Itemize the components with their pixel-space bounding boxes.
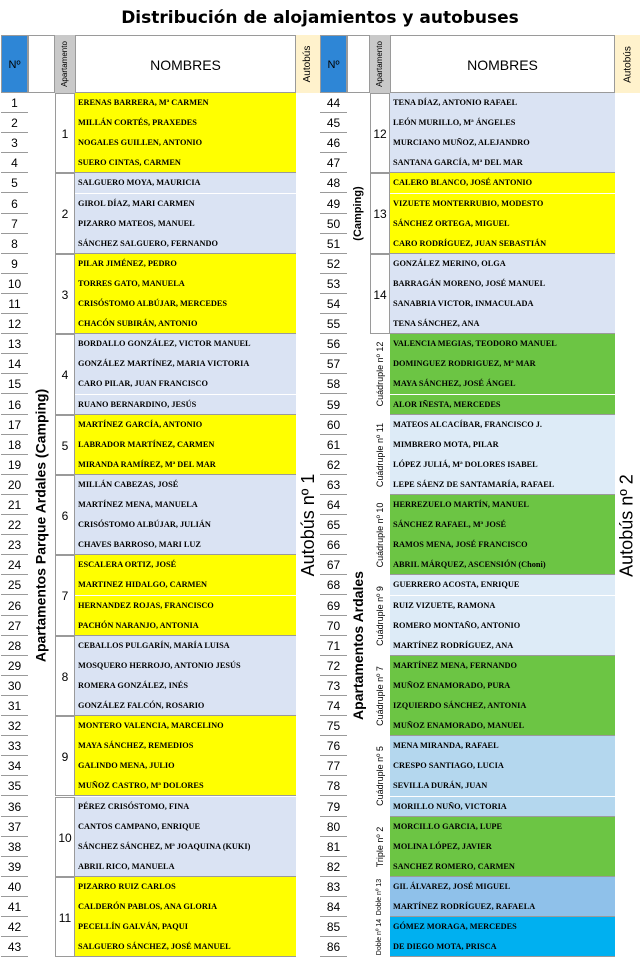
apartment-label: 12 bbox=[370, 93, 390, 173]
guest-name: MENA MIRANDA, RAFAEL bbox=[390, 736, 615, 756]
guest-name: PACHÓN NARANJO, ANTONIA bbox=[75, 616, 296, 636]
guest-name: PÉREZ CRISÓSTOMO, FINA bbox=[75, 797, 296, 817]
guest-name: MUÑOZ CASTRO, Mª DOLORES bbox=[75, 776, 296, 796]
row-number: 24 bbox=[1, 555, 28, 575]
guest-name: SÁNCHEZ RAFAEL, Mª JOSÉ bbox=[390, 515, 615, 535]
row-number: 70 bbox=[320, 616, 347, 636]
guest-name: MUÑOZ ENAMORADO, MANUEL bbox=[390, 716, 615, 736]
guest-name: MATEOS ALCACÍBAR, FRANCISCO J. bbox=[390, 415, 615, 435]
guest-name: CANTOS CAMPANO, ENRIQUE bbox=[75, 817, 296, 837]
row-number: 81 bbox=[320, 837, 347, 857]
guest-name: CARO PILAR, JUAN FRANCISCO bbox=[75, 374, 296, 394]
apartment-label: Triple nº 2 bbox=[375, 826, 386, 867]
row-number: 20 bbox=[1, 475, 28, 495]
guest-name: CRISÓSTOMO ALBÚJAR, MERCEDES bbox=[75, 294, 296, 314]
apartment-label-cell bbox=[370, 415, 390, 495]
guest-name: IZQUIERDO SÁNCHEZ, ANTONIA bbox=[390, 696, 615, 716]
apartment-label: 2 bbox=[55, 173, 75, 253]
row-number: 68 bbox=[320, 575, 347, 595]
guest-name: PIZARRO RUIZ CARLOS bbox=[75, 877, 296, 897]
apartment-label: Cuádruple nº 9 bbox=[375, 585, 386, 646]
guest-name: MARTINEZ HIDALGO, CARMEN bbox=[75, 575, 296, 595]
header-apartamento: Apartamento bbox=[375, 41, 384, 87]
apartment-label: 1 bbox=[55, 93, 75, 173]
apartment-label-cell bbox=[370, 917, 390, 957]
row-number: 41 bbox=[1, 897, 28, 917]
header-nombres: NOMBRES bbox=[75, 35, 296, 93]
guest-name: MAYA SÁNCHEZ, JOSÉ ÁNGEL bbox=[390, 374, 615, 394]
row-number: 83 bbox=[320, 877, 347, 897]
guest-name: MUÑOZ ENAMORADO, PURA bbox=[390, 676, 615, 696]
row-number: 10 bbox=[1, 274, 28, 294]
guest-name: SALGUERO MOYA, MAURICIA bbox=[75, 173, 296, 193]
row-number: 15 bbox=[1, 374, 28, 394]
row-number: 26 bbox=[1, 596, 28, 616]
guest-name: LEÓN MURILLO, Mª ÁNGELES bbox=[390, 113, 615, 133]
guest-name: MIRANDA RAMÍREZ, Mª DEL MAR bbox=[75, 455, 296, 475]
row-number: 4 bbox=[1, 153, 28, 173]
guest-name: MARTÍNEZ MENA, FERNANDO bbox=[390, 656, 615, 676]
apartment-label: Doble nº 13 bbox=[376, 878, 383, 916]
row-number: 50 bbox=[320, 214, 347, 234]
row-number: 39 bbox=[1, 857, 28, 877]
bus-label-cell bbox=[615, 93, 640, 957]
header-no: Nº bbox=[320, 35, 347, 93]
header-apartamento-cell bbox=[370, 35, 390, 93]
row-number: 18 bbox=[1, 435, 28, 455]
row-number: 65 bbox=[320, 515, 347, 535]
row-number: 69 bbox=[320, 596, 347, 616]
row-number: 52 bbox=[320, 254, 347, 274]
apartment-label: 5 bbox=[55, 415, 75, 475]
guest-name: MAYA SÁNCHEZ, REMEDIOS bbox=[75, 736, 296, 756]
apartment-label: 13 bbox=[370, 173, 390, 253]
guest-name: ERENAS BARRERA, Mª CARMEN bbox=[75, 93, 296, 113]
guest-name: MONTERO VALENCIA, MARCELINO bbox=[75, 716, 296, 736]
guest-name: CEBALLOS PULGARÍN, MARÍA LUISA bbox=[75, 636, 296, 656]
guest-name: ESCALERA ORTIZ, JOSÉ bbox=[75, 555, 296, 575]
row-number: 51 bbox=[320, 234, 347, 254]
guest-name: MORCILLO GARCIA, LUPE bbox=[390, 817, 615, 837]
row-number: 76 bbox=[320, 736, 347, 756]
header-apartamento-cell bbox=[55, 35, 75, 93]
row-number: 82 bbox=[320, 857, 347, 877]
guest-name: ABRIL MÁRQUEZ, ASCENSIÓN (Choni) bbox=[390, 555, 615, 575]
row-number: 14 bbox=[1, 354, 28, 374]
row-number: 3 bbox=[1, 133, 28, 153]
guest-name: MURCIANO MUÑOZ, ALEJANDRO bbox=[390, 133, 615, 153]
apartment-label-cell bbox=[370, 495, 390, 575]
guest-name: SANCHEZ ROMERO, CARMEN bbox=[390, 857, 615, 877]
guest-name: SANTANA GARCÍA, Mª DEL MAR bbox=[390, 153, 615, 173]
guest-name: RUANO BERNARDINO, JESÚS bbox=[75, 395, 296, 415]
guest-name: MORILLO NUÑO, VICTORIA bbox=[390, 797, 615, 817]
guest-name: MILLÁN CORTÉS, PRAXEDES bbox=[75, 113, 296, 133]
guest-name: GALINDO MENA, JULIO bbox=[75, 756, 296, 776]
row-number: 44 bbox=[320, 93, 347, 113]
guest-name: GIROL DÍAZ, MARI CARMEN bbox=[75, 194, 296, 214]
apartment-label: Cuádruple nº 10 bbox=[375, 502, 386, 568]
row-number: 84 bbox=[320, 897, 347, 917]
guest-name: CARO RODRÍGUEZ, JUAN SEBASTIÁN bbox=[390, 234, 615, 254]
row-number: 30 bbox=[1, 676, 28, 696]
row-number: 12 bbox=[1, 314, 28, 334]
guest-name: GONZÁLEZ MERINO, OLGA bbox=[390, 254, 615, 274]
header-apartamento: Apartamento bbox=[60, 41, 69, 87]
guest-name: RAMOS MENA, JOSÉ FRANCISCO bbox=[390, 535, 615, 555]
guest-name: ROMERA GONZÁLEZ, INÉS bbox=[75, 676, 296, 696]
apartment-label-cell bbox=[370, 817, 390, 877]
row-number: 34 bbox=[1, 756, 28, 776]
row-number: 67 bbox=[320, 555, 347, 575]
apartment-label: 10 bbox=[55, 797, 75, 877]
guest-name: CRISÓSTOMO ALBÚJAR, JULIÁN bbox=[75, 515, 296, 535]
row-number: 11 bbox=[1, 294, 28, 314]
guest-name: VALENCIA MEGIAS, TEODORO MANUEL bbox=[390, 334, 615, 354]
guest-name: PECELLÍN GALVÁN, PAQUI bbox=[75, 917, 296, 937]
guest-name: LÓPEZ JULIÁ, Mª DOLORES ISABEL bbox=[390, 455, 615, 475]
row-number: 60 bbox=[320, 415, 347, 435]
guest-name: SANABRIA VICTOR, INMACULADA bbox=[390, 294, 615, 314]
row-number: 59 bbox=[320, 395, 347, 415]
row-number: 31 bbox=[1, 696, 28, 716]
row-number: 71 bbox=[320, 636, 347, 656]
row-number: 22 bbox=[1, 515, 28, 535]
guest-name: GÓMEZ MORAGA, MERCEDES bbox=[390, 917, 615, 937]
guest-name: RUIZ VIZUETE, RAMONA bbox=[390, 596, 615, 616]
guest-name: SALGUERO SÁNCHEZ, JOSÉ MANUEL bbox=[75, 937, 296, 957]
guest-name: TENA DÍAZ, ANTONIO RAFAEL bbox=[390, 93, 615, 113]
header-blank bbox=[28, 35, 55, 93]
row-number: 63 bbox=[320, 475, 347, 495]
row-number: 48 bbox=[320, 173, 347, 193]
guest-name: PILAR JIMÉNEZ, PEDRO bbox=[75, 254, 296, 274]
guest-name: SÁNCHEZ SÁNCHEZ, Mª JOAQUINA (KUKI) bbox=[75, 837, 296, 857]
guest-name: CALERO BLANCO, JOSÉ ANTONIO bbox=[390, 173, 615, 193]
apartment-label: Cuádruple nº 11 bbox=[375, 422, 386, 487]
apartment-label: Cuádruple nº 7 bbox=[375, 666, 386, 726]
apartment-label: Cuádruple nº 12 bbox=[375, 341, 386, 407]
guest-name: CHAVES BARROSO, MARI LUZ bbox=[75, 535, 296, 555]
header-autobus-cell bbox=[296, 35, 320, 93]
guest-name: CALDERÓN PABLOS, ANA GLORIA bbox=[75, 897, 296, 917]
bus-label: Autobús nº 1 bbox=[298, 473, 319, 577]
header-nombres: NOMBRES bbox=[390, 35, 615, 93]
row-number: 72 bbox=[320, 656, 347, 676]
guest-name: SÁNCHEZ SALGUERO, FERNANDO bbox=[75, 234, 296, 254]
row-number: 55 bbox=[320, 314, 347, 334]
location-label-camping-cell bbox=[347, 93, 370, 334]
row-number: 66 bbox=[320, 535, 347, 555]
row-number: 56 bbox=[320, 334, 347, 354]
row-number: 45 bbox=[320, 113, 347, 133]
guest-name: SÁNCHEZ ORTEGA, MIGUEL bbox=[390, 214, 615, 234]
bus-label-cell bbox=[296, 93, 320, 957]
row-number: 47 bbox=[320, 153, 347, 173]
row-number: 17 bbox=[1, 415, 28, 435]
location-label-ardales-cell bbox=[347, 334, 370, 957]
row-number: 1 bbox=[1, 93, 28, 113]
apartment-label: 4 bbox=[55, 334, 75, 414]
row-number: 38 bbox=[1, 837, 28, 857]
row-number: 7 bbox=[1, 214, 28, 234]
row-number: 9 bbox=[1, 254, 28, 274]
apartment-label: 6 bbox=[55, 475, 75, 555]
guest-name: GONZÁLEZ FALCÓN, ROSARIO bbox=[75, 696, 296, 716]
row-number: 37 bbox=[1, 817, 28, 837]
guest-name: MARTÍNEZ GARCÍA, ANTONIO bbox=[75, 415, 296, 435]
guest-name: NOGALES GUILLEN, ANTONIO bbox=[75, 133, 296, 153]
apartment-label-cell bbox=[370, 575, 390, 655]
row-number: 43 bbox=[1, 937, 28, 957]
row-number: 19 bbox=[1, 455, 28, 475]
apartment-label: 14 bbox=[370, 254, 390, 334]
guest-name: GONZÁLEZ MARTÍNEZ, MARIA VICTORIA bbox=[75, 354, 296, 374]
row-number: 58 bbox=[320, 374, 347, 394]
guest-name: ABRIL RICO, MANUELA bbox=[75, 857, 296, 877]
guest-name: CRESPO SANTIAGO, LUCIA bbox=[390, 756, 615, 776]
guest-name: ROMERO MONTAÑO, ANTONIO bbox=[390, 616, 615, 636]
row-number: 54 bbox=[320, 294, 347, 314]
guest-name: GIL ÁLVAREZ, JOSÉ MIGUEL bbox=[390, 877, 615, 897]
row-number: 80 bbox=[320, 817, 347, 837]
guest-name: ALOR IÑESTA, MERCEDES bbox=[390, 395, 615, 415]
row-number: 49 bbox=[320, 194, 347, 214]
apartment-label: 11 bbox=[55, 877, 75, 957]
row-number: 77 bbox=[320, 756, 347, 776]
row-number: 46 bbox=[320, 133, 347, 153]
location-label-ardales: Apartamentos Ardales bbox=[350, 571, 366, 721]
location-label-left: Apartamentos Parque Ardales (Camping) bbox=[33, 388, 50, 662]
row-number: 5 bbox=[1, 173, 28, 193]
guest-name: PIZARRO MATEOS, MANUEL bbox=[75, 214, 296, 234]
apartment-label: 3 bbox=[55, 254, 75, 334]
apartment-label: Doble nº 14 bbox=[376, 918, 383, 956]
guest-name: MOLINA LÓPEZ, JAVIER bbox=[390, 837, 615, 857]
apartment-label-cell bbox=[370, 656, 390, 736]
row-number: 23 bbox=[1, 535, 28, 555]
row-number: 64 bbox=[320, 495, 347, 515]
guest-name: BORDALLO GONZÁLEZ, VICTOR MANUEL bbox=[75, 334, 296, 354]
row-number: 74 bbox=[320, 696, 347, 716]
row-number: 53 bbox=[320, 274, 347, 294]
row-number: 32 bbox=[1, 716, 28, 736]
guest-name: HERNANDEZ ROJAS, FRANCISCO bbox=[75, 596, 296, 616]
row-number: 27 bbox=[1, 616, 28, 636]
apartment-label-cell bbox=[370, 736, 390, 816]
apartment-label: 9 bbox=[55, 716, 75, 796]
guest-name: MARTÍNEZ RODRÍGUEZ, RAFAELA bbox=[390, 897, 615, 917]
guest-name: GUERRERO ACOSTA, ENRIQUE bbox=[390, 575, 615, 595]
header-blank bbox=[347, 35, 370, 93]
row-number: 57 bbox=[320, 354, 347, 374]
row-number: 79 bbox=[320, 797, 347, 817]
header-autobus: Autobús bbox=[622, 45, 633, 83]
guest-name: DE DIEGO MOTA, PRISCA bbox=[390, 937, 615, 957]
guest-name: CHACÓN SUBIRÁN, ANTONIO bbox=[75, 314, 296, 334]
row-number: 29 bbox=[1, 656, 28, 676]
row-number: 21 bbox=[1, 495, 28, 515]
row-number: 40 bbox=[1, 877, 28, 897]
row-number: 78 bbox=[320, 776, 347, 796]
guest-name: HERREZUELO MARTÍN, MANUEL bbox=[390, 495, 615, 515]
guest-name: MOSQUERO HERROJO, ANTONIO JESÚS bbox=[75, 656, 296, 676]
row-number: 33 bbox=[1, 736, 28, 756]
apartment-label: 7 bbox=[55, 555, 75, 635]
header-autobus: Autobús bbox=[302, 45, 313, 83]
apartment-label: 8 bbox=[55, 636, 75, 716]
row-number: 73 bbox=[320, 676, 347, 696]
row-number: 86 bbox=[320, 937, 347, 957]
guest-name: MARTÍNEZ RODRÍGUEZ, ANA bbox=[390, 636, 615, 656]
location-label-left-cell bbox=[28, 93, 55, 957]
guest-name: LABRADOR MARTÍNEZ, CARMEN bbox=[75, 435, 296, 455]
guest-name: TORRES GATO, MANUELA bbox=[75, 274, 296, 294]
guest-name: SEVILLA DURÁN, JUAN bbox=[390, 776, 615, 796]
row-number: 35 bbox=[1, 776, 28, 796]
location-label-camping: (Camping) bbox=[352, 186, 364, 241]
apartment-label: Cuádruple nº 5 bbox=[375, 746, 386, 807]
guest-name: BARRAGÁN MORENO, JOSÉ MANUEL bbox=[390, 274, 615, 294]
row-number: 28 bbox=[1, 636, 28, 656]
row-number: 16 bbox=[1, 395, 28, 415]
guest-name: MARTÍNEZ MENA, MANUELA bbox=[75, 495, 296, 515]
guest-name: MIMBRERO MOTA, PILAR bbox=[390, 435, 615, 455]
guest-name: DOMINGUEZ RODRIGUEZ, Mª MAR bbox=[390, 354, 615, 374]
row-number: 8 bbox=[1, 234, 28, 254]
apartment-label-cell bbox=[370, 334, 390, 414]
row-number: 62 bbox=[320, 455, 347, 475]
row-number: 25 bbox=[1, 575, 28, 595]
row-number: 75 bbox=[320, 716, 347, 736]
bus-label: Autobús nº 2 bbox=[617, 473, 638, 577]
guest-name: TENA SÁNCHEZ, ANA bbox=[390, 314, 615, 334]
row-number: 61 bbox=[320, 435, 347, 455]
header-autobus-cell bbox=[615, 35, 640, 93]
apartment-label-cell bbox=[370, 877, 390, 917]
page-title: Distribución de alojamientos y autobuses bbox=[121, 8, 519, 28]
guest-name: SUERO CINTAS, CARMEN bbox=[75, 153, 296, 173]
row-number: 42 bbox=[1, 917, 28, 937]
row-number: 36 bbox=[1, 797, 28, 817]
header-no: Nº bbox=[1, 35, 28, 93]
guest-name: LEPE SÁENZ DE SANTAMARÍA, RAFAEL bbox=[390, 475, 615, 495]
row-number: 6 bbox=[1, 194, 28, 214]
row-number: 13 bbox=[1, 334, 28, 354]
guest-name: MILLÁN CABEZAS, JOSÉ bbox=[75, 475, 296, 495]
guest-name: VIZUETE MONTERRUBIO, MODESTO bbox=[390, 194, 615, 214]
row-number: 2 bbox=[1, 113, 28, 133]
row-number: 85 bbox=[320, 917, 347, 937]
